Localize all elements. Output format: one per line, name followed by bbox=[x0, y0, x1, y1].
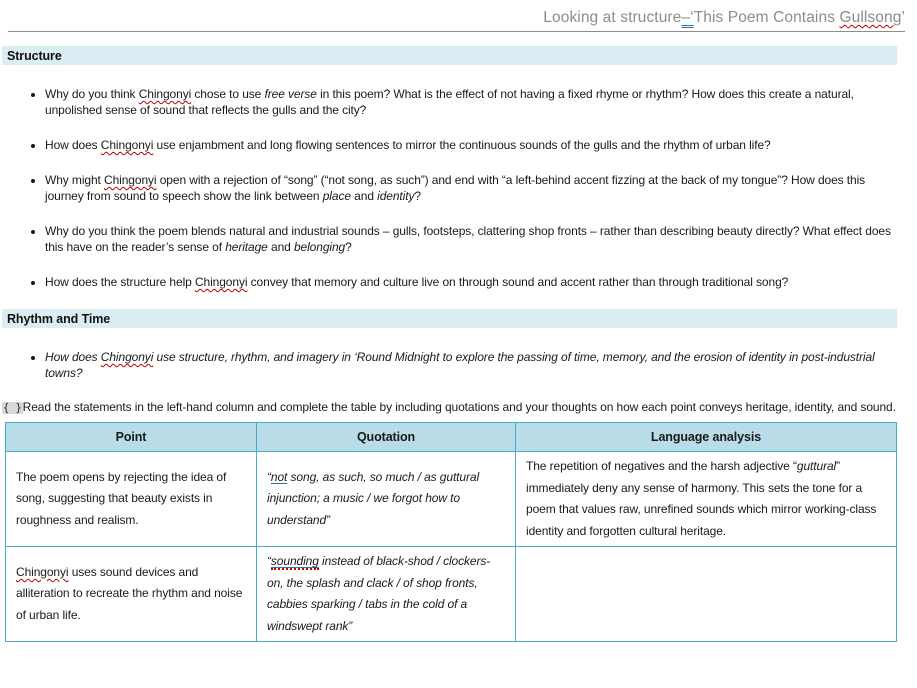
section-heading-structure: Structure bbox=[2, 46, 897, 65]
text-segment: Chingonyi bbox=[100, 138, 154, 152]
cell-quotation-2[interactable] bbox=[257, 547, 516, 642]
table-header-language-analysis: Language analysis bbox=[516, 423, 897, 452]
text-segment: uses sound devices and alliteration to recreate the rhythm and noise of urban life. bbox=[16, 564, 243, 622]
bullet-item bbox=[45, 349, 895, 381]
text-segment: –‘ bbox=[681, 9, 694, 26]
content-control-marker: { } bbox=[3, 402, 22, 414]
instruction-paragraph bbox=[2, 400, 907, 416]
text-segment: The repetition of negatives and the harsh adjective “ bbox=[526, 459, 797, 473]
text-segment: Looking at structure bbox=[543, 9, 682, 26]
bullet-text bbox=[45, 87, 854, 117]
text-segment: Chingonyi bbox=[100, 350, 154, 364]
document-header bbox=[8, 0, 905, 32]
bullet-item bbox=[45, 86, 895, 118]
text-segment: free verse bbox=[264, 87, 317, 101]
text-segment: ” immediately deny any sense of harmony. This sets the tone for a poem that values raw, unrefined sounds which mirror working-class identity and forgotten cultural heritage. bbox=[526, 459, 877, 538]
cell-point-2[interactable] bbox=[6, 547, 257, 642]
text-segment: ? bbox=[345, 240, 352, 254]
text-segment: “ bbox=[267, 554, 271, 568]
bullet-item bbox=[45, 274, 895, 290]
text-segment: Chingonyi bbox=[16, 564, 69, 579]
cell-point-1[interactable] bbox=[6, 452, 257, 547]
page-title bbox=[543, 9, 905, 26]
text-segment: Gullsong bbox=[839, 9, 902, 26]
analysis-table bbox=[5, 422, 897, 642]
text-segment: instead of black-shod / clockers-on, the splash and clack / of shop fronts, cabbies sparking / tabs in the cold of a windswept rank” bbox=[267, 554, 491, 633]
text-segment: Why do you think the poem blends natural and industrial sounds – gulls, footsteps, clattering shop fronts – rather than describing beauty directly? What effect does this have on the reader’s sense of bbox=[45, 224, 891, 254]
bullet-text bbox=[45, 173, 865, 203]
text-segment: How does bbox=[45, 350, 101, 364]
cell-analysis-2[interactable] bbox=[516, 547, 897, 642]
table-row bbox=[6, 452, 897, 547]
text-segment: ? bbox=[414, 189, 421, 203]
text-segment: sounding bbox=[270, 554, 319, 568]
bullet-text bbox=[45, 350, 875, 380]
text-segment: use structure, rhythm, and imagery in ‘Round Midnight to explore the passing of time, memory, and the erosion of identity in post-industrial towns? bbox=[45, 350, 875, 380]
bullet-item bbox=[45, 172, 895, 204]
text-segment: in this poem? What is the effect of not having a fixed rhyme or rhythm? How does this create a natural, unpolished sense of sound that reflects the gulls and the city? bbox=[45, 87, 854, 117]
text-segment: Chingonyi bbox=[138, 87, 192, 101]
bullet-list-structure bbox=[2, 86, 917, 290]
bullet-item bbox=[45, 137, 895, 153]
text-segment: open with a rejection of “song” (“not song, as such”) and end with “a left-behind accent fizzing at the back of my tongue”? How does this journey from sound to speech show the link between bbox=[45, 173, 866, 203]
text-segment: identity bbox=[377, 189, 415, 203]
bullet-item bbox=[45, 223, 895, 255]
table-header-row bbox=[6, 423, 897, 452]
text-segment: belonging bbox=[293, 240, 346, 254]
cell-quotation-1[interactable] bbox=[257, 452, 516, 547]
cell-analysis-1[interactable] bbox=[516, 452, 897, 547]
section-heading-rhythm-and-time: Rhythm and Time bbox=[2, 309, 897, 328]
text-segment: heritage bbox=[225, 240, 268, 254]
table-header-quotation: Quotation bbox=[257, 423, 516, 452]
bullet-text bbox=[45, 138, 771, 152]
text-segment: Why might bbox=[45, 173, 105, 187]
bullet-list-rhythm-and-time bbox=[2, 349, 917, 381]
text-segment: How does the structure help bbox=[45, 275, 195, 289]
text-segment: not bbox=[270, 469, 288, 484]
text-segment: Chingonyi bbox=[194, 275, 248, 289]
text-segment: guttural bbox=[796, 459, 837, 473]
text-segment: Why do you think bbox=[45, 87, 139, 101]
text-segment: song, as such, so much / as guttural injunction; a music / we forgot how to understand” bbox=[267, 469, 480, 527]
text-segment: chose to use bbox=[191, 87, 265, 101]
text-segment: This Poem Contains bbox=[693, 9, 840, 26]
bullet-text bbox=[45, 224, 891, 254]
text-segment: and bbox=[267, 240, 294, 254]
table-header-point: Point bbox=[6, 423, 257, 452]
text-segment: use enjambment and long flowing sentences to mirror the continuous sounds of the gulls and the rhythm of urban life? bbox=[153, 138, 771, 152]
text-segment: and bbox=[350, 189, 378, 203]
text-segment: “ bbox=[267, 469, 271, 484]
bullet-text bbox=[45, 275, 788, 289]
text-segment: Chingonyi bbox=[104, 173, 157, 187]
instruction-text: Read the statements in the left-hand column and complete the table by including quotations and your thoughts on how each point conveys heritage, identity, and sound. bbox=[22, 400, 896, 414]
text-segment: The poem opens by rejecting the idea of song, suggesting that beauty exists in roughness and realism. bbox=[16, 469, 227, 527]
text-segment: How does bbox=[45, 138, 101, 152]
table-row bbox=[6, 547, 897, 642]
text-segment: ’ bbox=[901, 9, 905, 26]
text-segment: place bbox=[322, 189, 351, 203]
text-segment: convey that memory and culture live on through sound and accent rather than through traditional song? bbox=[247, 275, 789, 289]
